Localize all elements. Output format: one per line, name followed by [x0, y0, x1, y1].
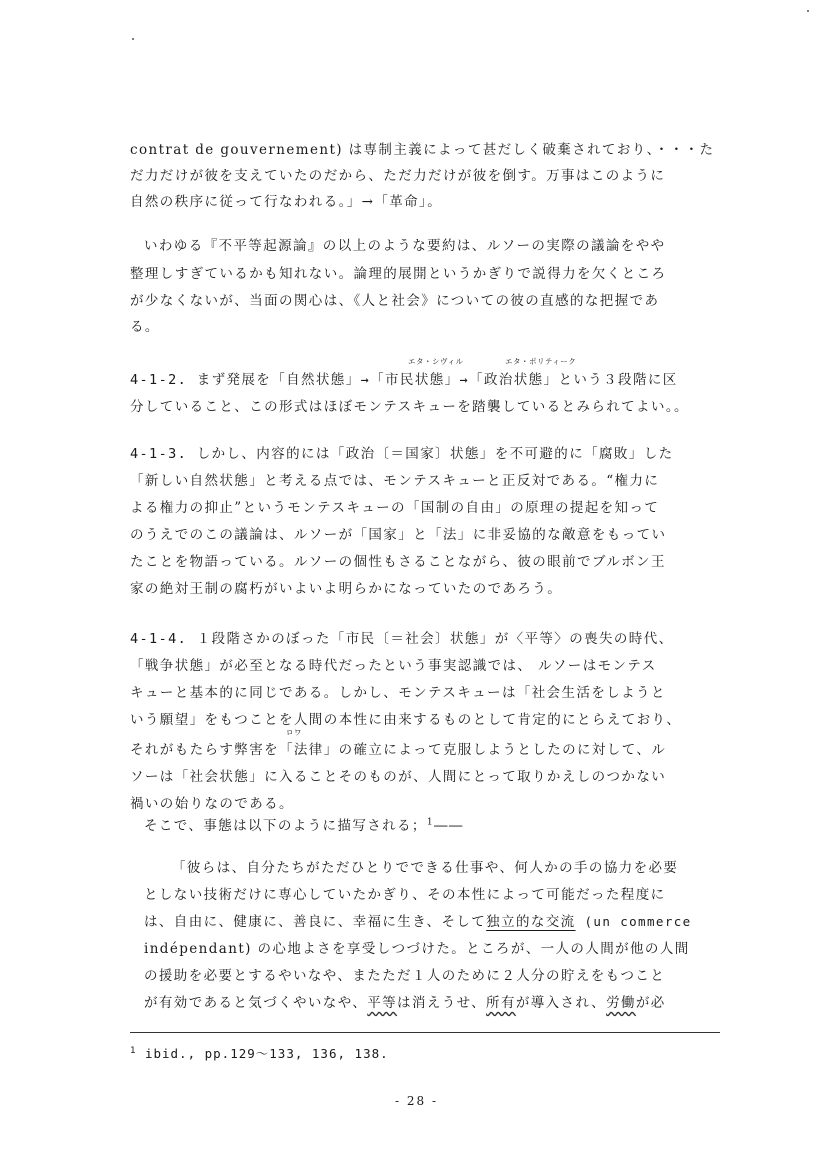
summary-line-3: が少なくないが、当面の関心は、《人と社会》についての彼の直感的な把握であ — [130, 293, 660, 309]
para-4-1-4-line-2: 「戦争状態」が必至となる時代だったという事実認識では、 ルソーはモンテス — [130, 658, 657, 674]
para-4-1-4-line-6: ソーは「社会状態」に入ることそのものが、人間にとって取りかえしのつかない — [130, 769, 667, 785]
ruby-loi: ロワ — [286, 728, 302, 737]
property-term: 所有 — [486, 995, 516, 1011]
para-4-1-4-line-1: 4-1-4. １段階さかのぼった「市民〔＝社会〕状態」が〈平等〉の喪失の時代、 — [130, 631, 674, 647]
footnote-ref: 1 — [426, 817, 434, 828]
labor-term: 労働 — [606, 995, 636, 1011]
quote-line-1: 「彼らは、自分たちがただひとりでできる仕事や、何人かの手の協力を必要 — [172, 860, 679, 876]
quote-line-4: indépendant) の心地よさを享受しつづけた。ところが、一人の人間が他の人間 — [144, 941, 690, 957]
independent-exchange-fr: (un commerce — [575, 914, 692, 929]
scan-mark — [132, 38, 134, 40]
para-4-1-2-line-1: 4-1-2. まず発展を「自然状態」→「市民状態」→「政治状態」という３段階に区 — [130, 372, 678, 388]
quote-line-2: としない技術だけに専心していたかぎり、その本性によって可能だった程度に — [144, 887, 666, 903]
quote-line-6-mid: は消えうせ、 — [397, 995, 487, 1011]
summary-line-2: 整理しすぎているかも知れない。論理的展開というかぎりで説得力を欠くところ — [130, 266, 667, 282]
intro-line-1: contrat de gouvernement) は専制主義によって甚だしく破棄されており、・・・た — [130, 142, 715, 158]
para-4-1-2-line-2: 分していること、この形式はほぼモンテスキューを踏襲しているとみられてよい。。 — [130, 399, 689, 415]
para-4-1-3-line-3: よる権力の抑止”というモンテスキューの「国制の自由」の原理の提起を知って — [130, 500, 660, 516]
quote-line-3 — [144, 910, 692, 930]
summary-line-4: る。 — [130, 319, 160, 335]
para-4-1-3-line-4: のうえでのこの議論は、ルソーが「国家」と「法」に非妥協的な敵意をもってい — [130, 527, 667, 543]
intro-line-3: 自然の秩序に従って行なわれる。」→「革命」。 — [130, 194, 443, 210]
quote-lead — [144, 814, 464, 834]
para-4-1-4-line-5: それがもたらす弊害を「法律」の確立によって克服しようとしたのに対して、ル — [130, 742, 667, 758]
equality-term: 平等 — [367, 995, 398, 1011]
independent-exchange: 独立的な交流 — [486, 914, 576, 930]
para-4-1-3-line-5: たことを物語っている。ルソーの個性もさることながら、彼の眼前でブルボン王 — [130, 554, 666, 570]
quote-lead-dash: ―― — [433, 818, 464, 834]
scan-mark — [807, 10, 809, 12]
para-4-1-3-line-2: 「新しい自然状態」と考える点では、モンテスキューと正反対である。“権力に — [130, 473, 660, 489]
para-4-1-4-line-4: いう願望」をもつことを人間の本性に由来するものとして肯定的にとらえており、 — [130, 712, 682, 728]
quote-line-3-text: は、自由に、健康に、善良に、幸福に生き、そして — [144, 914, 487, 930]
footnote-rule — [130, 1032, 720, 1033]
footnote-text: ibid., pp.129～133, 136, 138. — [136, 1046, 389, 1061]
para-4-1-4-line-7: 禍いの始りなのである。 — [130, 796, 294, 812]
quote-line-6-mid2: が導入され、 — [515, 995, 607, 1011]
para-4-1-3-line-6: 家の絶対王制の腐朽がいよいよ明らかになっていたのであろう。 — [130, 581, 563, 597]
quote-lead-text: そこで、事態は以下のように描写される； — [144, 818, 427, 834]
footnote-number: 1 — [130, 1045, 137, 1056]
quote-line-6-end: が必 — [635, 995, 666, 1011]
summary-line-1: いわゆる『不平等起源論』の以上のような要約は、ルソーの実際の議論をやや — [144, 238, 666, 254]
ruby-etat-politique: エタ・ポリティーク — [505, 357, 577, 366]
quote-line-6 — [144, 991, 666, 1011]
page-number: - 28 - — [395, 1094, 439, 1108]
ruby-etat-civil: エタ・シヴィル — [408, 357, 464, 366]
quote-line-5: の援助を必要とするやいなや、またただ１人のために２人分の貯えをもつこと — [144, 968, 666, 984]
quote-line-6-text: が有効であると気づくやいなや、 — [144, 995, 368, 1011]
intro-line-2: だ力だけが彼を支えていたのだから、ただ力だけが彼を倒す。万事はこのように — [130, 168, 666, 184]
footnote — [130, 1044, 389, 1062]
para-4-1-4-line-3: キューと基本的に同じである。しかし、モンテスキューは「社会生活をしようと — [130, 685, 666, 701]
para-4-1-3-line-1: 4-1-3. しかし、内容的には「政治〔＝国家〕状態」を不可避的に「腐敗」した — [130, 446, 674, 462]
